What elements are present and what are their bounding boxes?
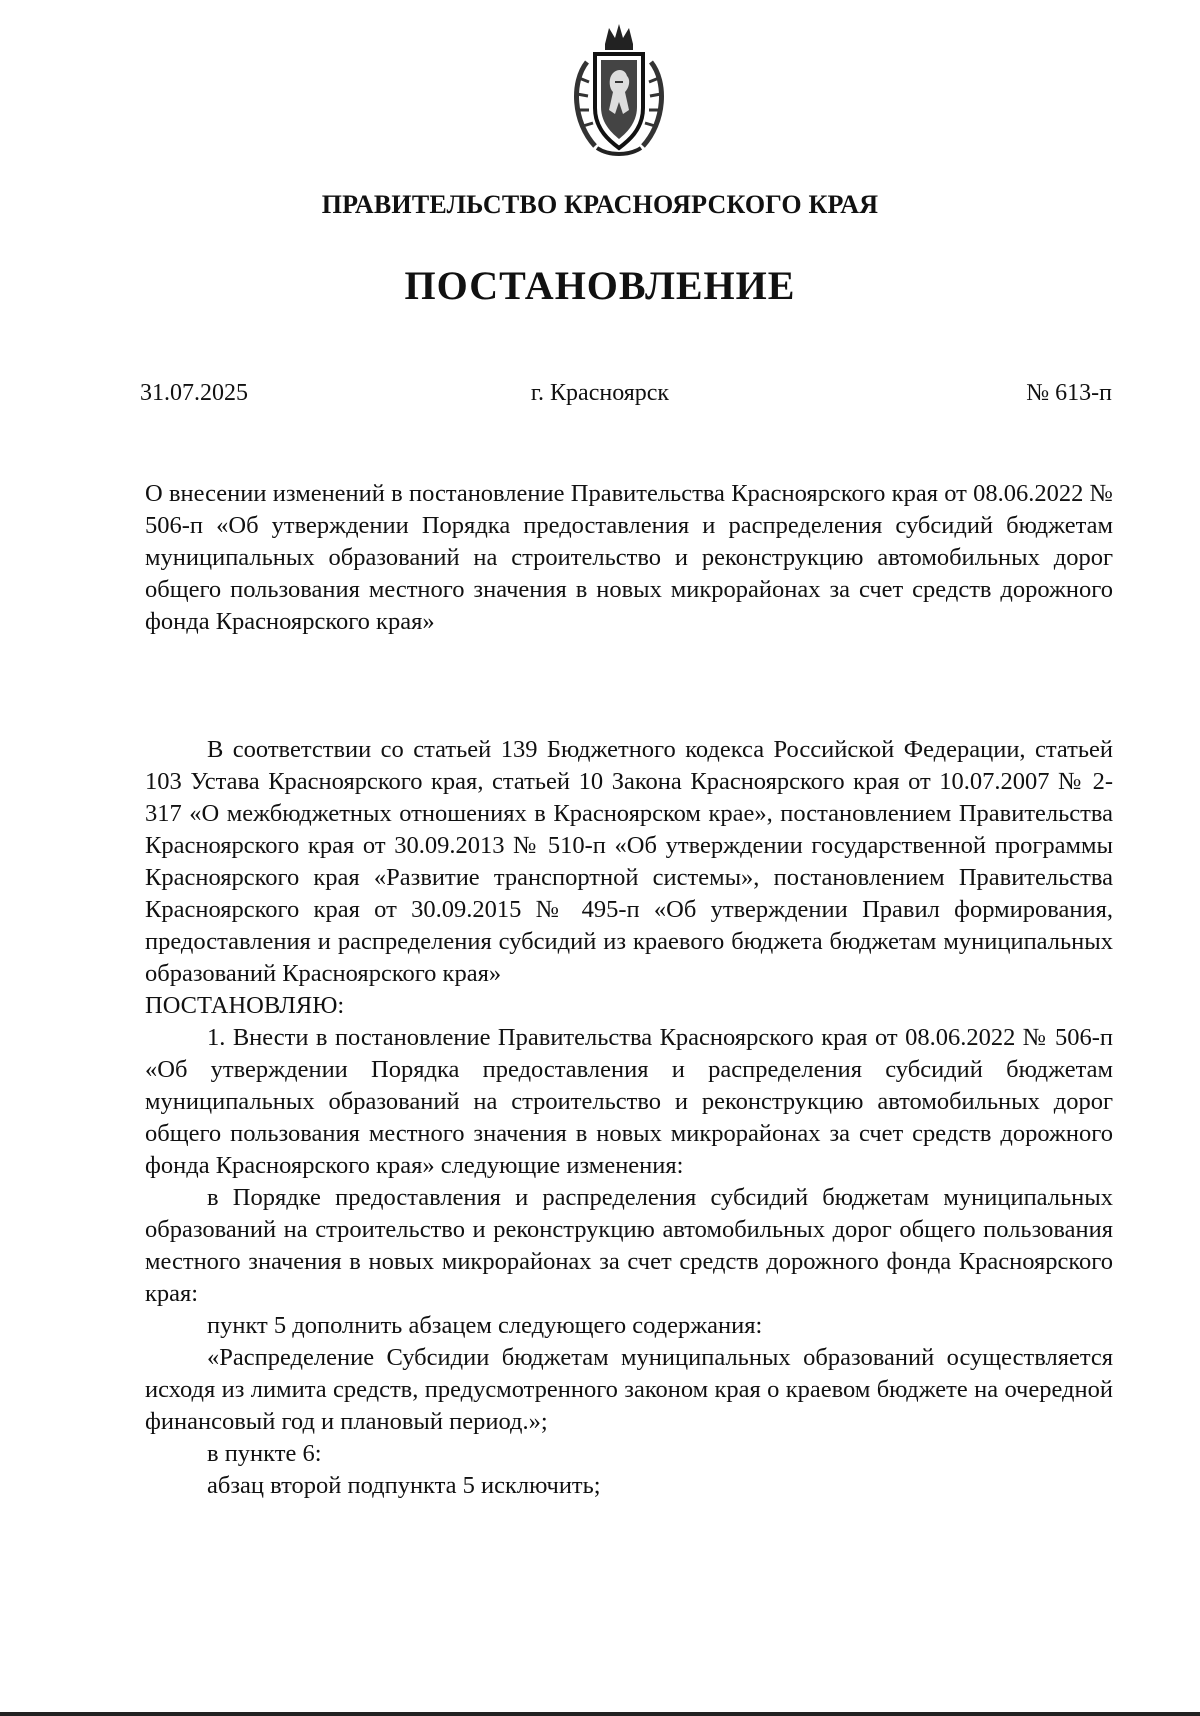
exclude-paragraph: абзац второй подпункта 5 исключить; [207,1472,601,1499]
item-6-paragraph: в пункте 6: [207,1440,322,1467]
order-paragraph: в Порядке предоставления и распределения субсидий бюджетам муниципальных образований на строительство и реконструкцию автомобильных дорог общего пользования местного значения в новых микрорайонах за счет средств дорожного фонда Красноярского края: [145,1184,1113,1307]
resolution-keyword: ПОСТАНОВЛЯЮ: [145,992,345,1019]
organization-name: ПРАВИТЕЛЬСТВО КРАСНОЯРСКОГО КРАЯ [321,190,879,219]
coat-of-arms-icon [565,22,673,162]
page-bottom-edge [0,1712,1200,1716]
item-5-paragraph: пункт 5 дополнить абзацем следующего содержания: [207,1312,763,1339]
document-type: ПОСТАНОВЛЕНИЕ [404,263,796,308]
clause-1-paragraph: 1. Внести в постановление Правительства Красноярского края от 08.06.2022 № 506-п «Об утверждении Порядка предоставления и распределения субсидий бюджетам муниципальных образований на строительство и реконструкцию автомобильных дорог общего пользования местного значения в новых микрорайонах за счет средств дорожного фонда Красноярского края» следующие изменения: [145,1024,1113,1179]
document-date: 31.07.2025 [140,380,248,406]
document-title [145,478,1113,638]
document-number: № 613-п [1026,380,1112,406]
title-text: О внесении изменений в постановление Правительства Красноярского края от 08.06.2022 № 506-п «Об утверждении Порядка предоставления и распределения субсидий бюджетам муниципальных образований на строительство и реконструкцию автомобильных дорог общего пользования местного значения в новых микрорайонах за счет средств дорожного фонда Красноярского края» [145,480,1113,635]
distribution-quote-paragraph: «Распределение Субсидии бюджетам муниципальных образований осуществляется исходя из лимита средств, предусмотренного законом края о краевом бюджете на очередной финансовый год и плановый период.»; [145,1344,1113,1435]
document-city: г. Красноярск [530,380,670,406]
preamble-paragraph: В соответствии со статьей 139 Бюджетного кодекса Российской Федерации, статьей 103 Устава Красноярского края, статьей 10 Закона Красноярского края от 10.07.2007 № 2-317 «О межбюджетных отношениях в Красноярском крае», постановлением Правительства Красноярского края от 30.09.2013 № 510-п «Об утверждении государственной программы Красноярского края «Развитие транспортной системы», постановлением Правительства Красноярского края от 30.09.2015 № 495-п «Об утверждении Правил формирования, предоставления и распределения субсидий из краевого бюджета бюджетам муниципальных образований Красноярского края» [145,736,1113,987]
document-body [145,734,1113,1502]
